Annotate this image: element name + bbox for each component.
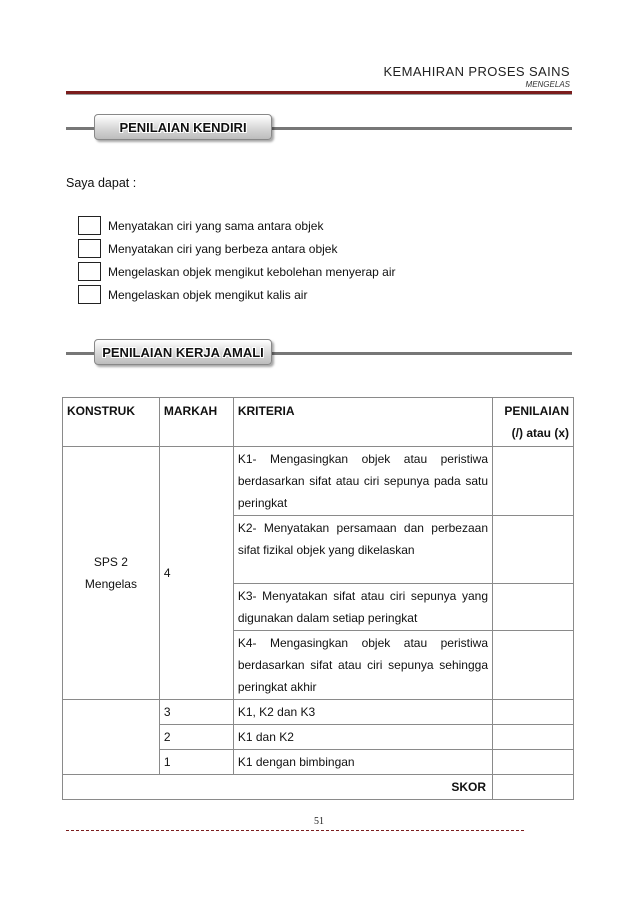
assessment-cell[interactable] xyxy=(493,750,574,775)
score-row xyxy=(63,775,574,800)
checkbox[interactable] xyxy=(78,285,101,304)
practical-assessment-banner: PENILAIAN KERJA AMALI xyxy=(94,339,272,365)
self-assessment-banner: PENILAIAN KENDIRI xyxy=(94,114,272,140)
criteria-cell: K1, K2 dan K3 xyxy=(233,700,492,725)
checklist-label: Menyatakan ciri yang sama antara objek xyxy=(108,218,324,233)
table-row xyxy=(63,700,574,725)
column-header-konstruk: KONSTRUK xyxy=(63,398,160,447)
mark-cell: 2 xyxy=(159,725,233,750)
assessment-cell[interactable] xyxy=(493,447,574,516)
score-label: SKOR xyxy=(63,775,493,800)
assessment-cell[interactable] xyxy=(493,584,574,631)
header-title: KEMAHIRAN PROSES SAINS xyxy=(383,64,570,79)
criteria-cell: K3- Menyatakan sifat atau ciri sepunya yang digunakan dalam setiap peringkat xyxy=(233,584,492,631)
checklist-item xyxy=(78,260,396,283)
footer-rule xyxy=(66,830,524,831)
criteria-cell: K4- Mengasingkan objek atau peristiwa berdasarkan sifat atau ciri sepunya sehingga peringkat akhir xyxy=(233,631,492,700)
header-subtitle: MENGELAS xyxy=(525,80,570,89)
column-header-markah: MARKAH xyxy=(159,398,233,447)
rubric-table xyxy=(62,397,574,800)
page-number: 51 xyxy=(314,816,324,827)
checkbox[interactable] xyxy=(78,262,101,281)
self-assessment-checklist xyxy=(78,214,396,306)
header-rule-shadow xyxy=(66,94,572,95)
checklist-item xyxy=(78,283,396,306)
mark-cell: 1 xyxy=(159,750,233,775)
construct-cell-empty xyxy=(63,700,160,775)
column-header-penilaian xyxy=(493,398,574,447)
mark-cell: 3 xyxy=(159,700,233,725)
checklist-label: Mengelaskan objek mengikut kalis air xyxy=(108,287,308,302)
table-row xyxy=(63,447,574,516)
checklist-item xyxy=(78,214,396,237)
checklist-item xyxy=(78,237,396,260)
criteria-cell: K2- Menyatakan persamaan dan perbezaan sifat fizikal objek yang dikelaskan xyxy=(233,516,492,584)
construct-name: Mengelas xyxy=(84,577,137,591)
construct-code: SPS 2 xyxy=(93,555,128,569)
criteria-cell: K1 dan K2 xyxy=(233,725,492,750)
assessment-cell[interactable] xyxy=(493,700,574,725)
penilaian-label: PENILAIAN xyxy=(504,404,569,418)
construct-cell xyxy=(63,447,160,700)
self-assessment-intro: Saya dapat : xyxy=(66,176,137,190)
checkbox[interactable] xyxy=(78,239,101,258)
assessment-cell[interactable] xyxy=(493,725,574,750)
assessment-cell[interactable] xyxy=(493,631,574,700)
checklist-label: Mengelaskan objek mengikut kebolehan menyerap air xyxy=(108,264,396,279)
criteria-cell: K1 dengan bimbingan xyxy=(233,750,492,775)
penilaian-hint: (/) atau (x) xyxy=(511,426,569,440)
assessment-cell[interactable] xyxy=(493,516,574,584)
column-header-kriteria: KRITERIA xyxy=(233,398,492,447)
checkbox[interactable] xyxy=(78,216,101,235)
checklist-label: Menyatakan ciri yang berbeza antara objek xyxy=(108,241,338,256)
criteria-cell: K1- Mengasingkan objek atau peristiwa berdasarkan sifat atau ciri sepunya pada satu peringkat xyxy=(233,447,492,516)
mark-cell: 4 xyxy=(159,447,233,700)
table-header-row xyxy=(63,398,574,447)
score-cell[interactable] xyxy=(493,775,574,800)
